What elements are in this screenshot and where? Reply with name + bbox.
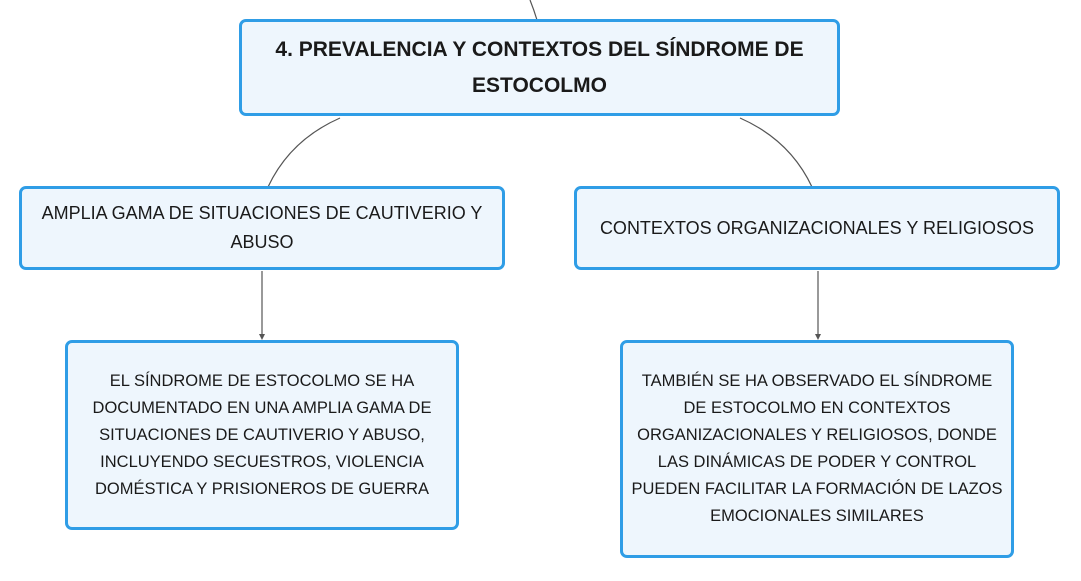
connector-root-to-right-branch	[740, 118, 812, 187]
detail-text: TAMBIÉN SE HA OBSERVADO EL SÍNDROME DE ESTOCOLMO EN CONTEXTOS ORGANIZACIONALES Y RELIGIOSOS, DONDE LAS DINÁMICAS DE PODER Y CONTROL PUEDEN FACILITAR LA FORMACIÓN DE LAZOS EMOCIONALES SIMILARES	[631, 372, 1003, 525]
root-topic-label: 4. PREVALENCIA Y CONTEXTOS DEL SÍNDROME DE ESTOCOLMO	[275, 37, 804, 97]
branch-node-captivity-abuse[interactable]	[19, 186, 505, 270]
branch-label: AMPLIA GAMA DE SITUACIONES DE CAUTIVERIO Y ABUSO	[41, 203, 483, 252]
branch-label: CONTEXTOS ORGANIZACIONALES Y RELIGIOSOS	[599, 217, 1035, 238]
connector-root-to-left-branch	[268, 118, 340, 187]
detail-node-captivity-abuse[interactable]	[65, 340, 459, 530]
root-topic-node[interactable]	[239, 19, 840, 116]
branch-node-organizational-religious[interactable]	[574, 186, 1060, 270]
detail-node-organizational-religious[interactable]	[620, 340, 1014, 558]
connector-parent-to-root	[530, 0, 537, 20]
detail-text: EL SÍNDROME DE ESTOCOLMO SE HA DOCUMENTADO EN UNA AMPLIA GAMA DE SITUACIONES DE CAUTIVERIO Y ABUSO, INCLUYENDO SECUESTROS, VIOLENCIA DOMÉSTICA Y PRISIONEROS DE GUERRA	[92, 371, 432, 498]
